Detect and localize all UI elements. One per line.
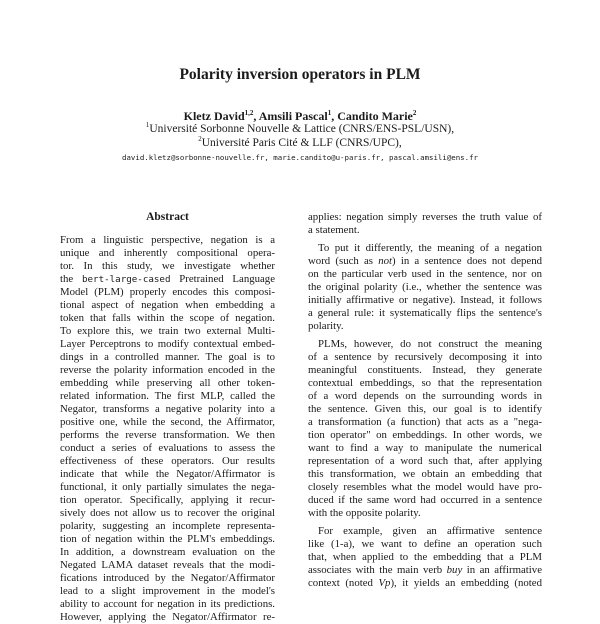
text-line: Negator, transforms a negative polarity into a xyxy=(60,403,275,415)
text-line: However, applying the Negator/Affirmator re- xyxy=(60,611,275,623)
text-line: tional aspect of negation when embedding a xyxy=(60,299,275,311)
abstract-body xyxy=(60,234,275,624)
text-line: of a sentence by recursively decomposing it into xyxy=(308,351,542,363)
text-line: In addition, a downstream evaluation on the xyxy=(60,546,275,558)
text-line: fications introduced by the Negator/Affirmator xyxy=(60,572,275,584)
text-line: ability to account for negation in its predictions. xyxy=(60,598,275,610)
text-line: meaningful constituents. Instead, they generate xyxy=(308,364,542,376)
text-line: duced if the same word had occurred in a sentence xyxy=(308,494,542,506)
text-line: word (such as not) in a sentence does not depend xyxy=(308,255,543,267)
text-line: Layer Perceptrons to modify contextual embed- xyxy=(60,338,275,350)
text-line: unique and inherently compositional opera- xyxy=(60,247,275,259)
text-line: token that falls within the scope of negation. xyxy=(60,312,275,324)
text-line: polarity. xyxy=(308,320,344,332)
text-line: related information. The first MLP, called the xyxy=(60,390,275,402)
text-line: For example, given an affirmative sentence xyxy=(318,525,542,537)
text-line: closely resembles what the model would have pro- xyxy=(308,481,542,493)
paragraph xyxy=(308,338,542,520)
text-line: a general rule: it systematically flips the sentence's xyxy=(308,307,542,319)
text-line: positive one, while the second, the Affirmator, xyxy=(60,416,275,428)
affiliation xyxy=(0,123,600,135)
text-line: effectiveness of these operators. Our results xyxy=(60,455,275,467)
text-line: To explore this, we train two external Multi- xyxy=(60,325,275,337)
paragraph xyxy=(308,211,542,237)
author-sup: 1 xyxy=(327,109,332,117)
text-line: functional, it only partially simulates the nega- xyxy=(60,481,275,493)
author-sup: 2 xyxy=(412,109,417,117)
text-line: lead to a slight improvement in the model's xyxy=(60,585,275,597)
paragraph xyxy=(308,242,542,333)
text-line: the bert-large-cased Pretrained Language xyxy=(60,273,275,285)
author-name: Kletz David xyxy=(183,109,245,123)
text-line: contextual embeddings, so that the representation xyxy=(308,377,542,389)
author-emails: david.kletz@sorbonne-nouvelle.fr, marie.candito@u-paris.fr, pascal.amsili@ens.fr xyxy=(122,153,478,162)
text-line: tion operator. Specifically, applying it recur- xyxy=(60,494,275,506)
aff-text: Université Sorbonne Nouvelle & Lattice (CNRS/ENS-PSL/USN), xyxy=(149,123,455,135)
text-line: a transformation (a function) that acts as a "nega- xyxy=(308,416,542,428)
text-line: reverse the polarity information encoded in the xyxy=(60,364,275,376)
text-line: conduct a series of evaluations to assess the xyxy=(60,442,275,454)
text-line: polarity, suggesting an incomplete representa- xyxy=(60,520,275,532)
text-line: the original polarity (i.e., whether the sentence was xyxy=(308,281,542,293)
abstract-heading: Abstract xyxy=(146,211,189,223)
text-line: Negated LAMA dataset reveals that the modi- xyxy=(60,559,275,571)
text-line: tor. In this study, we investigate whether xyxy=(60,260,275,272)
text-line: From a linguistic perspective, negation is a xyxy=(60,234,275,246)
text-line: like (1-a), we want to define an operation such xyxy=(308,538,542,550)
text-line: dings in a controlled manner. The goal is to xyxy=(60,351,275,363)
aff-sup: 1 xyxy=(145,121,150,130)
text-line: want to find a way to manipulate the numerical xyxy=(308,442,542,454)
text-line: representation of a word such that, after applying xyxy=(308,455,542,467)
paragraph xyxy=(308,525,542,590)
aff-text: Université Paris Cité & LLF (CNRS/UPC), xyxy=(201,137,402,149)
text-line: sively does not allow us to recover the original xyxy=(60,507,275,519)
text-line: embedding while preserving all other token- xyxy=(60,377,275,389)
aff-sup: 2 xyxy=(198,135,202,144)
text-line: associates with the main verb buy in an affirmative xyxy=(308,564,542,576)
text-line: Model (PLM) properly encodes this composi- xyxy=(60,286,275,298)
text-line: this transformation, we obtain an embedding that xyxy=(308,468,542,480)
text-line: initially affirmative or negative). Instead, it follows xyxy=(308,294,542,306)
body-column-right xyxy=(308,211,542,595)
author-name: Candito Marie xyxy=(337,109,413,123)
text-line: on the particular verb used in the sentence, nor on xyxy=(308,268,542,280)
author-sup: 1,2 xyxy=(244,109,254,117)
paper-title: Polarity inversion operators in PLM xyxy=(179,66,421,83)
affiliation xyxy=(0,137,600,149)
text-line: PLMs, however, do not construct the meaning xyxy=(318,338,542,350)
text-line: a statement. xyxy=(308,224,360,236)
text-line: of a word depends on the surrounding words in xyxy=(308,390,542,402)
author-list: Kletz David$^{1,2}$, Amsili Pascal$^1$, Candito Marie$^2$ xyxy=(183,109,417,123)
text-line: that, when applied to the embedding that a PLM xyxy=(308,551,542,563)
text-line: tion of negation within the PLM's embeddings. xyxy=(60,533,275,545)
text-line: indicate that while the Negator/Affirmator is xyxy=(60,468,275,480)
text-line: the sentence. Given this, our goal is to identify xyxy=(308,403,542,415)
text-line: applies: negation simply reverses the truth value of xyxy=(308,211,542,223)
author-name: Amsili Pascal xyxy=(258,109,328,123)
text-line: tion operator" on embeddings. In other words, we xyxy=(308,429,542,441)
text-line: performs the reverse transformation. We then xyxy=(60,429,275,441)
text-line: with the opposite polarity. xyxy=(308,507,421,519)
text-line: To put it differently, the meaning of a negation xyxy=(318,242,542,254)
text-line: context (noted Vp), it yields an embedding (noted xyxy=(308,577,542,589)
